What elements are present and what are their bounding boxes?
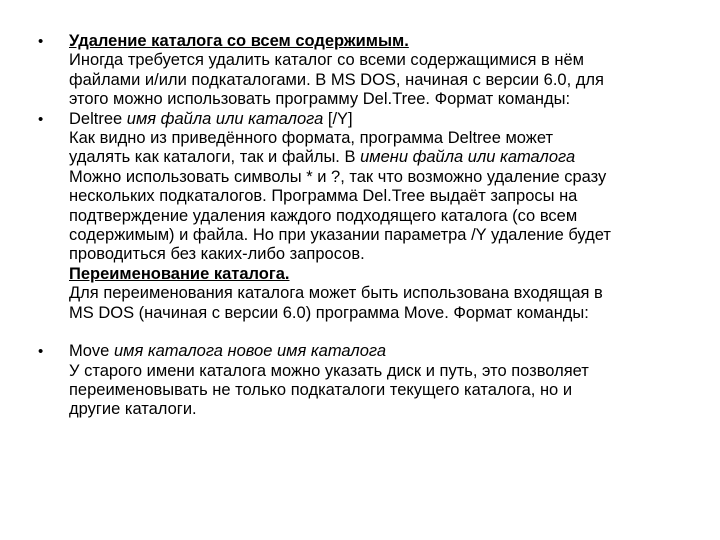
command-argument: имя каталога новое имя каталога	[113, 342, 387, 361]
command-syntax-deltree	[69, 110, 688, 129]
section-heading-rename: Переименование каталога.	[69, 264, 290, 283]
text-line: подтверждение удаления каждого подходящего каталога (со всем	[69, 206, 578, 225]
text-line: файлами и/или подкаталогами. В MS DOS, начиная с версии 6.0, для	[69, 70, 604, 89]
text-line: MS DOS (начиная с версии 6.0) программа Move. Формат команды:	[69, 303, 589, 322]
list-item-deltree	[38, 110, 688, 323]
text-line: Как видно из приведённого формата, программа Deltree может	[69, 129, 554, 148]
text-line: этого можно использовать программу Del.Tree. Формат команды:	[69, 90, 571, 109]
text-line: Для переименования каталога может быть использована входящая в	[69, 284, 603, 303]
text-line: Иногда требуется удалить каталог со всеми содержащимися в нём	[69, 51, 584, 70]
text-line: переименовывать не только подкаталоги текущего каталога, но и	[69, 380, 573, 399]
command-syntax-move	[69, 342, 688, 361]
bullet-icon: •	[38, 33, 44, 50]
command-option: [/Y]	[327, 109, 353, 128]
text-line: проводиться без каких-либо запросов.	[69, 245, 365, 264]
text-line: содержимым) и файла. Но при указании параметра /Y удаление будет	[69, 226, 611, 245]
text-line: другие каталоги.	[69, 400, 197, 419]
text-line: Можно использовать символы * и ?, так что возможно удаление сразу	[69, 167, 607, 186]
list-item-move	[38, 342, 688, 420]
text-fragment: удалять как каталоги, так и файлы. В	[69, 148, 361, 167]
text-line	[69, 148, 688, 167]
bullet-list	[38, 32, 688, 420]
command-argument: имя файла или каталога	[126, 109, 324, 128]
bullet-icon: •	[38, 110, 44, 128]
italic-fragment: имени файла или каталога	[360, 148, 576, 167]
section-heading-delete: Удаление каталога со всем содержимым.	[69, 32, 409, 50]
text-line: нескольких подкаталогов. Программа Del.Tree выдаёт запросы на	[69, 187, 578, 206]
list-item-delete-directory	[38, 32, 688, 110]
text-line: У старого имени каталога можно указать диск и путь, это позволяет	[69, 361, 589, 380]
command-name: Deltree	[69, 109, 123, 128]
command-name: Move	[69, 342, 110, 361]
bullet-icon: •	[38, 343, 44, 361]
